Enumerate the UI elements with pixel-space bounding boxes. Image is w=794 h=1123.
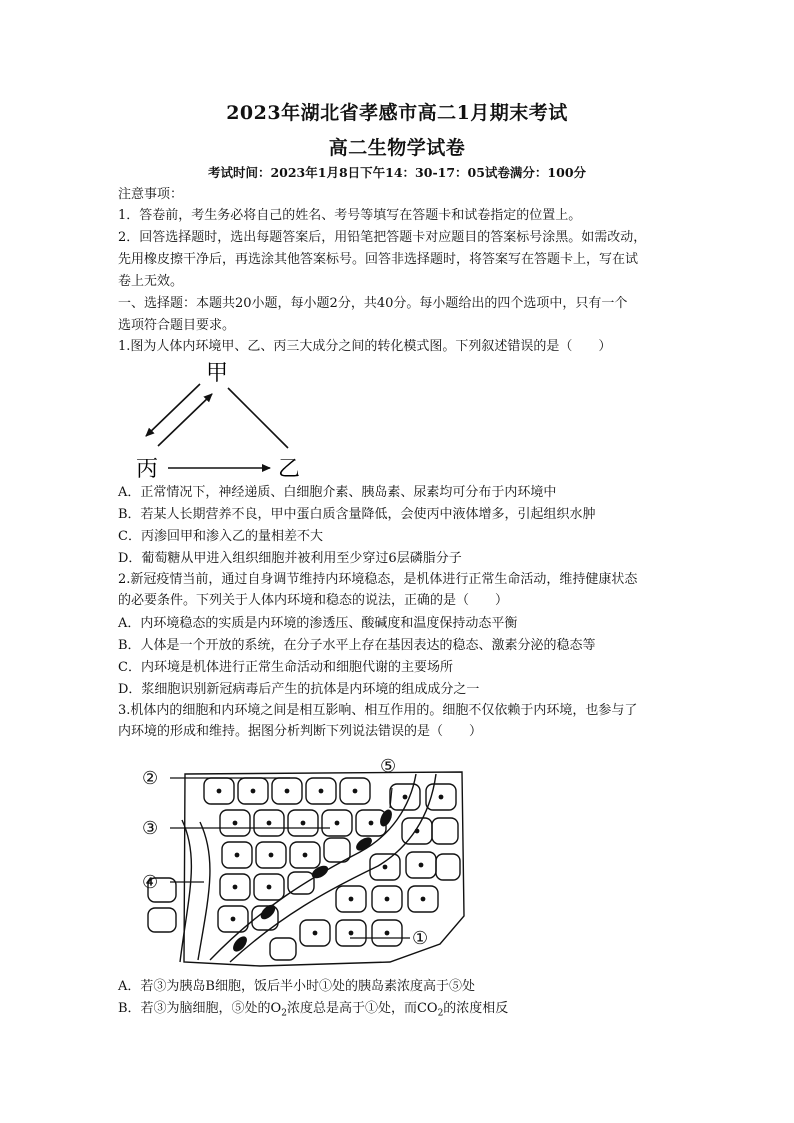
q3-option-b-post: 的浓度相反 bbox=[443, 1001, 509, 1016]
label-4: ④ bbox=[142, 872, 159, 893]
fluid-conversion-diagram bbox=[128, 352, 308, 484]
section-heading-line1: 一、选择题：本题共20小题，每小题2分，共40分。每小题给出的四个选项中，只有一个 bbox=[118, 296, 628, 311]
notes-heading: 注意事项： bbox=[118, 187, 184, 202]
q1-option-b: B．若某人长期营养不良，甲中蛋白质含量降低，会使丙中液体增多，引起组织水肿 bbox=[118, 507, 596, 522]
arrow-jia-to-bing bbox=[146, 384, 200, 436]
question-3-stem-line2: 内环境的形成和维持。据图分析判断下列说法错误的是（ ） bbox=[118, 724, 483, 739]
q2-option-a: A．内环境稳态的实质是内环境的渗透压、酸碱度和温度保持动态平衡 bbox=[118, 616, 518, 631]
q2-option-c: C．内环境是机体进行正常生命活动和细胞代谢的主要场所 bbox=[118, 660, 453, 675]
lymph-vessel-outer bbox=[180, 820, 191, 962]
page-subtitle: 高二生物学试卷 bbox=[328, 137, 466, 159]
label-jia: 甲 bbox=[206, 361, 229, 386]
q3-option-b-sub2: 2 bbox=[437, 1008, 444, 1019]
q3-option-b-sub1: 2 bbox=[281, 1008, 287, 1019]
q1-option-a: A．正常情况下，神经递质、白细胞介素、胰岛素、尿素均可分布于内环境中 bbox=[118, 485, 557, 500]
lymph-vessel-inner bbox=[198, 822, 210, 960]
label-3: ③ bbox=[142, 818, 159, 839]
exam-info: 考试时间：2023年1月8日下午14：30-17：05试卷满分：100分 bbox=[207, 165, 587, 180]
label-1: ① bbox=[412, 928, 429, 949]
label-bing: 丙 bbox=[136, 457, 159, 482]
q3-option-b bbox=[118, 1000, 688, 1023]
label-2: ② bbox=[142, 768, 159, 789]
page-title: 2023年湖北省孝感市高二1月期末考试 bbox=[226, 102, 568, 124]
line-jia-yi bbox=[228, 388, 288, 448]
q1-option-c: C．丙渗回甲和渗入乙的量相差不大 bbox=[118, 529, 323, 544]
q3-option-b-pre: B．若③为脑细胞，⑤处的O bbox=[118, 1001, 282, 1016]
q2-option-b: B．人体是一个开放的系统，在分子水平上存在基因表达的稳态、激素分泌的稳态等 bbox=[118, 638, 596, 653]
note-item-2-line1: 2．回答选择题时，选出每题答案后，用铅笔把答题卡对应题目的答案标号涂黑。如需改动， bbox=[118, 230, 647, 245]
question-2-stem-line2: 的必要条件。下列关于人体内环境和稳态的说法，正确的是（ ） bbox=[118, 593, 509, 608]
note-item-1: 1．答卷前，考生务必将自己的姓名、考号等填写在答题卡和试卷指定的位置上。 bbox=[118, 208, 582, 223]
arrow-bing-to-jia bbox=[158, 394, 212, 446]
question-1-stem: 1.图为人体内环境甲、乙、丙三大成分之间的转化模式图。下列叙述错误的是（ ） bbox=[118, 339, 612, 354]
q2-option-d: D．浆细胞识别新冠病毒后产生的抗体是内环境的组成成分之一 bbox=[118, 682, 480, 697]
q3-option-a: A．若③为胰岛B细胞，饭后半小时①处的胰岛素浓度高于⑤处 bbox=[118, 979, 475, 994]
q3-option-b-mid: 浓度总是高于①处，而CO bbox=[286, 1001, 438, 1016]
note-item-2-line2: 先用橡皮擦干净后，再选涂其他答案标号。回答非选择题时，将答案写在答题卡上，写在试 bbox=[118, 252, 639, 267]
label-5: ⑤ bbox=[380, 756, 397, 777]
question-3-stem-line1: 3.机体内的细胞和内环境之间是相互影响、相互作用的。细胞不仅依赖于内环境，也参与了 bbox=[118, 703, 638, 718]
question-2-stem-line1: 2.新冠疫情当前，通过自身调节维持内环境稳态，是机体进行正常生命活动，维持健康状态 bbox=[118, 572, 638, 587]
note-item-2-line3: 卷上无效。 bbox=[118, 274, 184, 289]
q1-option-d: D．葡萄糖从甲进入组织细胞并被利用至少穿过6层磷脂分子 bbox=[118, 551, 462, 566]
tissue-cell-diagram bbox=[140, 748, 470, 970]
label-yi: 乙 bbox=[278, 457, 301, 482]
section-heading-line2: 选项符合题目要求。 bbox=[118, 318, 236, 333]
